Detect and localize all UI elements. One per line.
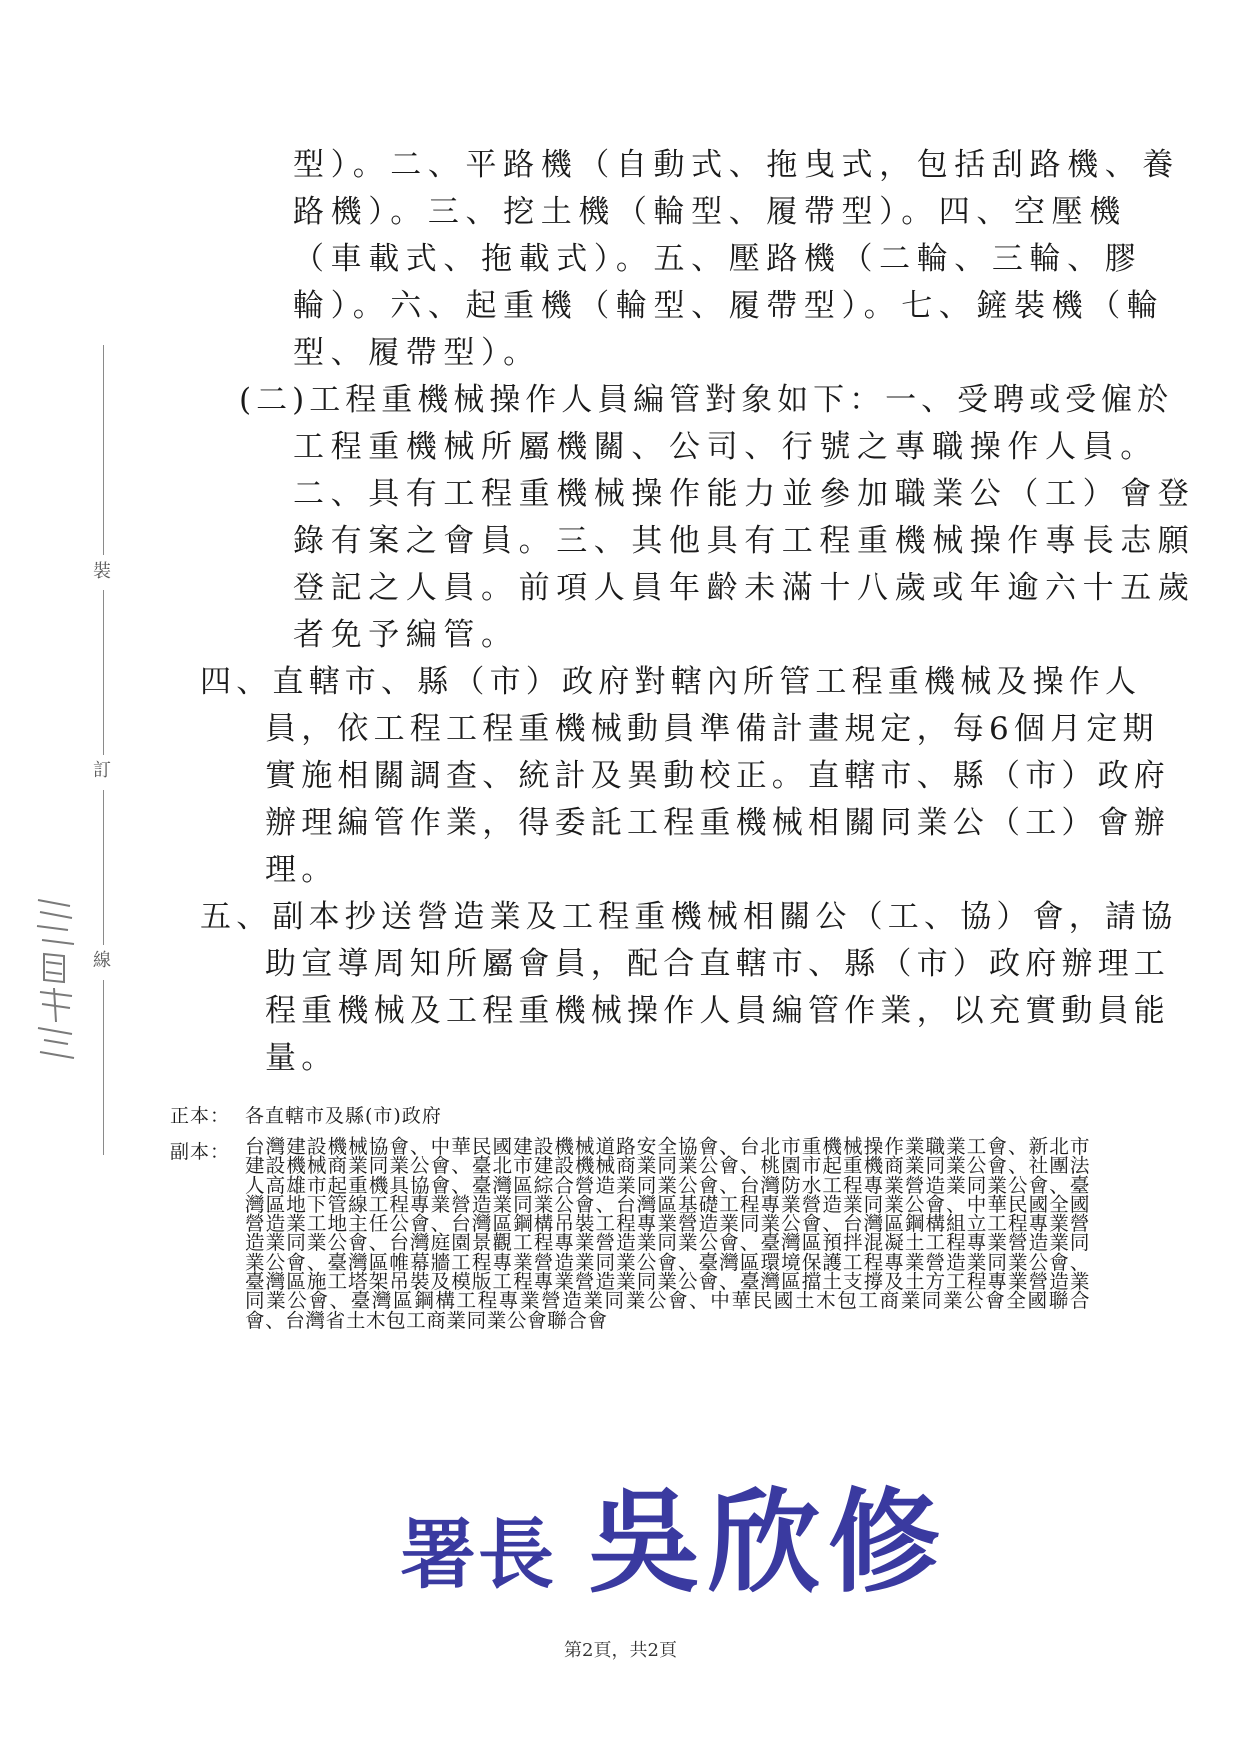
main-recipient-label: 正本：: [170, 1105, 231, 1127]
body-line: 二、具有工程重機械操作能力並參加職業公（工）會登: [293, 476, 1196, 512]
body-line: 型）。二、平路機（自動式、拖曳式，包括刮路機、養: [293, 147, 1180, 183]
binding-line-low: [103, 790, 104, 945]
paragraph-2-heading: (二)工程重機械操作人員編管對象如下：一、受聘或受僱於: [239, 382, 1174, 418]
body-line: 者免予編管。: [293, 617, 519, 653]
binding-char-zhuang: 裝: [93, 561, 111, 582]
section-5-heading: 五、副本抄送營造業及工程重機械相關公（工、協）會，請協: [200, 899, 1178, 935]
signature-name: 吳欣修: [588, 1477, 948, 1608]
body-line: 輪）。六、起重機（輪型、履帶型）。七、鏟裝機（輪: [293, 288, 1165, 324]
signature-stamp-image: [398, 1475, 958, 1615]
body-line: 助宣導周知所屬會員，配合直轄市、縣（市）政府辦理工: [265, 946, 1170, 982]
body-line: 登記之人員。前項人員年齡未滿十八歲或年逾六十五歲: [293, 570, 1196, 606]
body-line: 路機）。三、挖土機（輪型、履帶型）。四、空壓機: [293, 194, 1127, 230]
section-4-heading: 四、直轄市、縣（市）政府對轄內所管工程重機械及操作人: [200, 664, 1142, 700]
copy-recipient-text: 台灣建設機械協會、中華民國建設機械道路安全協會、台北市重機械操作業職業工會、新北市建設機械商業同業公會、臺北市建設機械商業同業公會、桃園市起重機商業同業公會、社團法人高雄市起重機具協會、臺灣區綜合營造業同業公會、台灣防水工程專業營造業同業公會、臺灣區地下管線工程專業營造業同業公會、台灣區基礎工程專業營造業同業公會、中華民國全國營造業工地主任公會、台灣區鋼構吊裝工程專業營造業同業公會、台灣區鋼構組立工程專業營造業同業公會、台灣庭園景觀工程專業營造業同業公會、臺灣區預拌混凝土工程專業營造業同業公會、臺灣區帷幕牆工程專業營造業同業公會、臺灣區環境保護工程專業營造業同業公會、臺灣區施工塔架吊裝及模版工程專業營造業同業公會、臺灣區擋土支撐及土方工程專業營造業同業公會、臺灣區鋼構工程專業營造業同業公會、中華民國土木包工商業同業公會全國聯合會、台灣省土木包工商業同業公會聯合會: [245, 1135, 1090, 1332]
seal-fragment-image: [34, 892, 76, 1062]
body-line: 工程重機械所屬機關、公司、行號之專職操作人員。: [293, 429, 1158, 465]
body-line: 錄有案之會員。三、其他具有工程重機械操作專長志願: [293, 523, 1196, 559]
body-line: （車載式、拖載式）。五、壓路機（二輪、三輪、膠: [293, 241, 1143, 277]
copy-recipient-label: 副本：: [170, 1141, 231, 1163]
binding-char-xian: 線: [93, 950, 111, 971]
body-line: 員，依工程工程重機械動員準備計畫規定，每6個月定期: [265, 711, 1159, 747]
body-line: 型、履帶型）。: [293, 335, 541, 371]
binding-line-bottom: [103, 980, 104, 1155]
body-line: 理。: [265, 852, 338, 888]
body-line: 實施相關調查、統計及異動校正。直轄市、縣（市）政府: [265, 758, 1170, 794]
main-recipient-text: 各直轄市及縣(市)政府: [245, 1105, 442, 1127]
body-line: 程重機械及工程重機械操作人員編管作業，以充實動員能: [265, 993, 1170, 1029]
binding-char-ding: 訂: [93, 760, 111, 781]
binding-line-mid: [103, 590, 104, 755]
binding-line-top: [103, 345, 104, 555]
body-line: 辦理編管作業，得委託工程重機械相關同業公（工）會辦: [265, 805, 1170, 841]
body-line: 量。: [265, 1040, 338, 1076]
signature-title: 署長: [400, 1510, 556, 1599]
page-number: 第2頁，共2頁: [564, 1640, 677, 1661]
